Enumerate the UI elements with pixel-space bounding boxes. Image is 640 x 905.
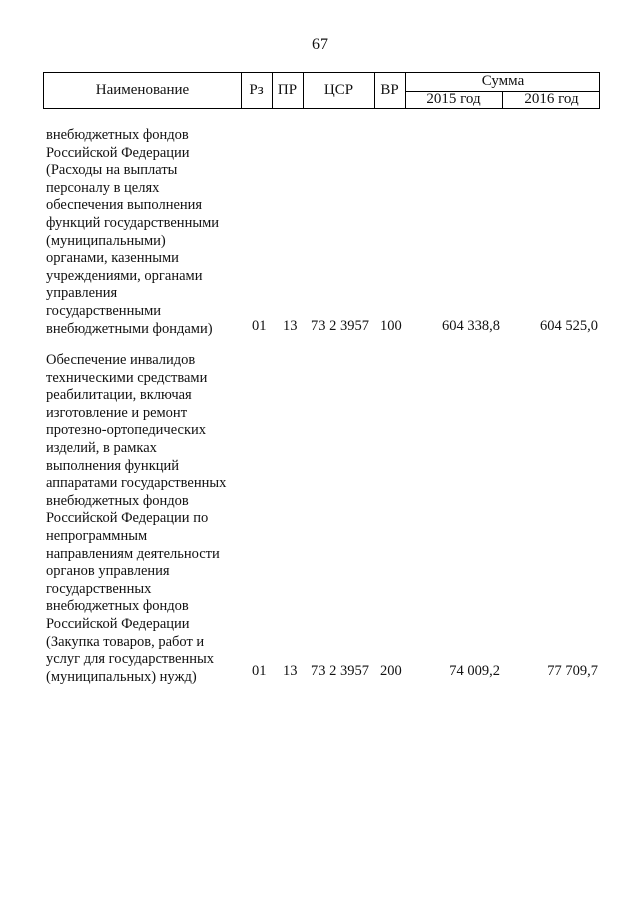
row-2-name: Обеспечение инвалидов техническими средствами реабилитации, включая изготовление и ремонт протезно-ортопедических изделий, в рамках выполнения функций аппаратами государственных внебюджетных фондов Российской Федерации по непрограммным направлениям деятельности органов управления государственных внебюджетных фондов Российской Федерации (Закупка товаров, работ и услуг для государственных (муниципальных) нужд): [46, 352, 227, 685]
row-2-2015: 74 009,2: [449, 663, 500, 679]
row-2-rz: 01: [252, 663, 267, 679]
row-1-pr: 13: [283, 318, 298, 334]
row-1-name: внебюджетных фондов Российской Федерации (Расходы на выплаты персоналу в целях обеспечения выполнения функций государственными (муниципальными) органами, казенными учреждениями, органами управления государственными внебюджетными фондами): [46, 127, 220, 337]
header-vr: ВР: [380, 82, 399, 98]
header-rz: Рз: [249, 82, 264, 98]
row-1-csr: 73 2 3957: [311, 318, 369, 334]
row-2-pr: 13: [283, 663, 298, 679]
header-2015: 2015 год: [426, 91, 481, 107]
table-header: [43, 72, 600, 109]
header-2016: 2016 год: [524, 91, 579, 107]
row-1-vr: 100: [380, 318, 402, 334]
row-2-csr: 73 2 3957: [311, 663, 369, 679]
header-sum: Сумма: [481, 73, 525, 89]
row-1-rz: 01: [252, 318, 267, 334]
header-csr: ЦСР: [323, 82, 354, 98]
row-2-vr: 200: [380, 663, 402, 679]
page-number: 67: [312, 36, 328, 53]
header-name: Наименование: [95, 82, 190, 98]
row-1-2016: 604 525,0: [540, 318, 598, 334]
row-2-2016: 77 709,7: [547, 663, 598, 679]
row-1-2015: 604 338,8: [442, 318, 500, 334]
header-pr: ПР: [277, 82, 298, 98]
